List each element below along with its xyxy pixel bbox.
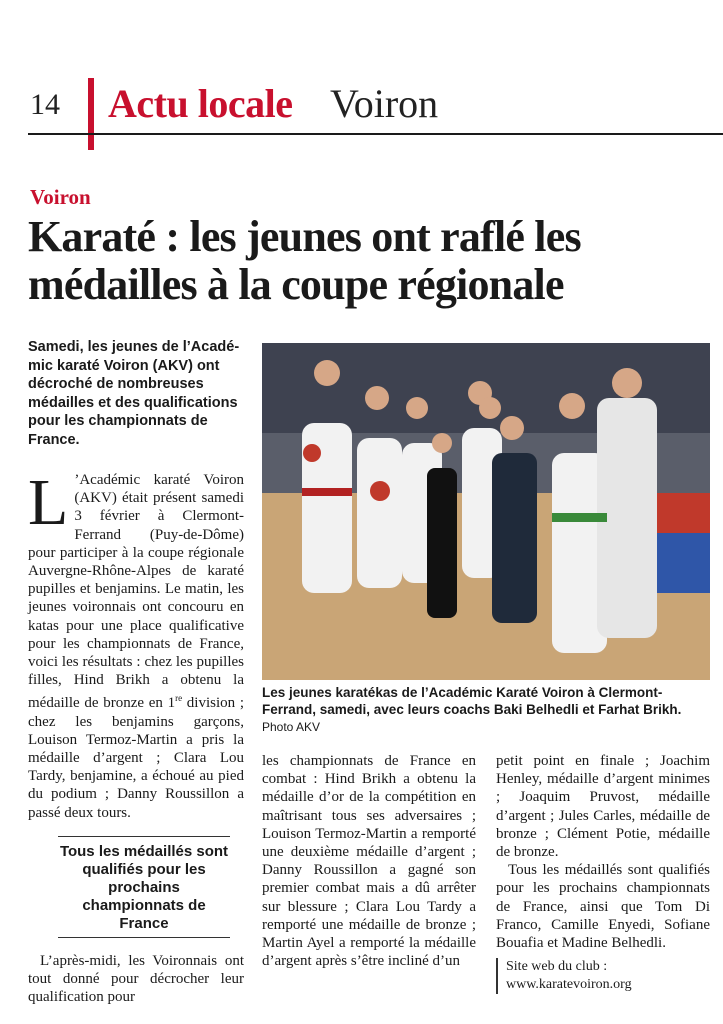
site-label: Site web du club : bbox=[506, 959, 608, 975]
paragraph-2-middle: les championnats de France en combat : Hind Brikh a obtenu la médaille d’or de la compétition en maîtrisant tous ses adversaires ; Louison Termoz-Martin a remporté une deuxième médaille d’argent ; Danny Roussillon a gagné son premier combat mais a dû arrêter sur blessure ; Clara Lou Tardy a remporté une médaille de bronze ; Martin Ayel a remporté la médaille d’argent après s’être incliné d’un bbox=[262, 753, 476, 970]
header-divider bbox=[88, 78, 94, 150]
page-number: 14 bbox=[30, 88, 60, 121]
middle-column bbox=[262, 752, 476, 970]
paragraph-1 bbox=[28, 466, 244, 822]
paragraph-1-text-a: ’Académic karaté Voiron (AKV) était présent samedi 3 février à Clermont-Ferrand (Puy-de-Dôme) pour participer à la coupe régionale Auvergne-Rhône-Alpes de karaté pupilles et benjamins. Le matin, les jeunes voironnais ont concouru en katas pour une place qualificative pour les championnats de France, voici les résultats : chez les pupilles filles, Hind Brikh a obtenu la médaille de bronze en 1 bbox=[28, 472, 244, 712]
article-chapo: Samedi, les jeunes de l’Académic karaté Voiron (AKV) ont décroché de nombreuses médailles et des qualifications pour les championnats de France. bbox=[28, 339, 240, 448]
section-city: Voiron bbox=[330, 81, 439, 126]
header-rule bbox=[28, 133, 723, 135]
photo-caption-text: Les jeunes karatékas de l’Académic Karaté Voiron à Clermont-Ferrand, samedi, avec leurs coachs Baki Belhedli et Farhat Brikh. bbox=[262, 685, 682, 717]
photo-caption bbox=[262, 684, 710, 736]
paragraph-2-end: petit point en finale ; Joachim Henley, médaille d’argent minimes ; Joaquim Pruvost, médaille d’argent ; Jules Carles, médaille de bronze ; Clément Potie, médaille de bronze. bbox=[496, 753, 710, 861]
intertitle: Tous les médaillés sont qualifiés pour les prochains championnats de France bbox=[58, 836, 230, 938]
article-photo bbox=[262, 343, 710, 680]
club-website bbox=[496, 958, 710, 994]
article-kicker: Voiron bbox=[30, 185, 91, 209]
site-url: www.karatevoiron.org bbox=[506, 977, 632, 993]
paragraph-1-text-b: division ; chez les benjamins garçons, Louison Termoz-Martin a pris la médaille d’argent ; Clara Lou Tardy, benjamine, a échoué au pied du podium ; Danny Roussillon a passé deux tours. bbox=[28, 695, 244, 821]
photo-credit: Photo AKV bbox=[262, 720, 321, 734]
paragraph-1-superscript: re bbox=[175, 693, 183, 704]
paragraph-2-start: L’après-midi, les Voironnais ont tout donné pour décrocher leur qualification pour bbox=[28, 952, 244, 1006]
paragraph-3: Tous les médaillés sont qualifiés pour les prochains championnats de France, ainsi que Tom Di Franco, Camille Enyedi, Sofiane Bouafia et Madine Belhedli. bbox=[496, 862, 710, 952]
section-rubric: Actu locale bbox=[108, 81, 293, 126]
left-column bbox=[28, 338, 244, 1006]
karate-group-photo bbox=[262, 343, 710, 680]
article-headline: Karaté : les jeunes ont raflé les médailles à la coupe régionale bbox=[28, 212, 581, 309]
drop-cap: L bbox=[28, 466, 69, 539]
right-column bbox=[496, 752, 710, 994]
